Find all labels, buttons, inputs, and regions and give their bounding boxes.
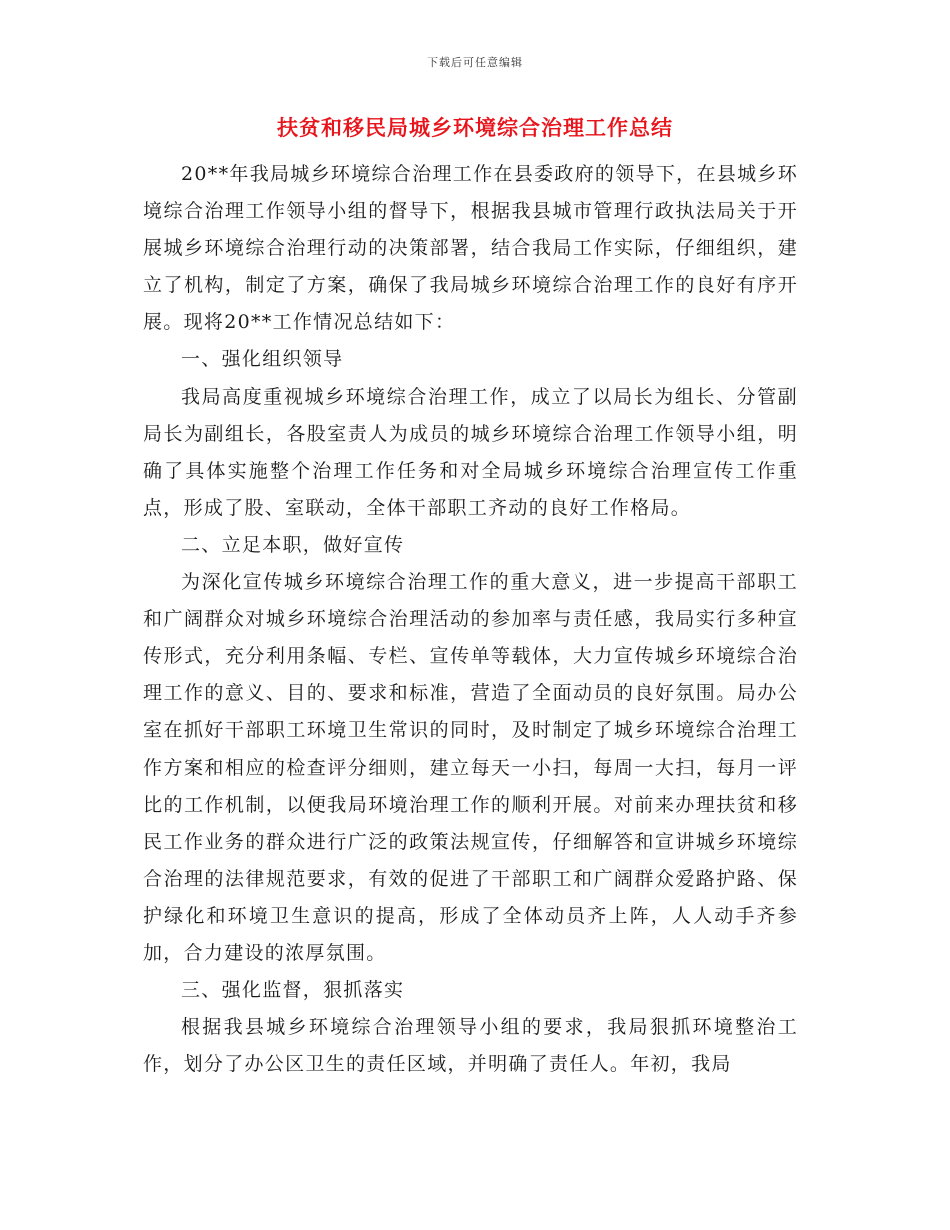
section-heading-3: 三、强化监督，狠抓落实 [181, 979, 405, 1002]
document-title: 扶贫和移民局城乡环境综合治理工作总结 [277, 115, 673, 140]
paragraph-intro: 20**年我局城乡环境综合治理工作在县委政府的领导下，在县城乡环境综合治理工作领导小组的督导下，根据我县城市管理行政执法局关于开展城乡环境综合治理行动的决策部署，结合我局工作实际，仔细组织，建立了机构，制定了方案，确保了我局城乡环境综合治理工作的良好有序开展。现将20**工作情况总结如下： [143, 163, 798, 334]
document-body [143, 156, 798, 1083]
paragraph-section-2: 为深化宣传城乡环境综合治理工作的重大意义，进一步提高干部职工和广阔群众对城乡环境综合治理活动的参加率与责任感，我局实行多种宣传形式，充分利用条幅、专栏、宣传单等载体，大力宣传城乡环境综合治理工作的意义、目的、要求和标准，营造了全面动员的良好氛围。局办公室在抓好干部职工环境卫生常识的同时，及时制定了城乡环境综合治理工作方案和相应的检查评分细则，建立每天一小扫，每周一大扫，每月一评比的工作机制，以便我局环境治理工作的顺利开展。对前来办理扶贫和移民工作业务的群众进行广泛的政策法规宣传，仔细解答和宣讲城乡环境综合治理的法律规范要求，有效的促进了干部职工和广阔群众爱路护路、保护绿化和环境卫生意识的提高，形成了全体动员齐上阵，人人动手齐参加，合力建设的浓厚氛围。 [143, 571, 798, 964]
header-note: 下载后可任意编辑 [427, 56, 523, 69]
section-heading-1: 一、强化组织领导 [181, 348, 344, 371]
paragraph-section-3: 根据我县城乡环境综合治理领导小组的要求，我局狠抓环境整治工作，划分了办公区卫生的责任区域，并明确了责任人。年初，我局 [143, 1016, 798, 1076]
section-heading-2: 二、立足本职，做好宣传 [181, 533, 405, 556]
paragraph-section-1: 我局高度重视城乡环境综合治理工作，成立了以局长为组长、分管副局长为副组长，各股室责人为成员的城乡环境综合治理工作领导小组，明确了具体实施整个治理工作任务和对全局城乡环境综合治理宣传工作重点，形成了股、室联动，全体干部职工齐动的良好工作格局。 [143, 385, 798, 519]
